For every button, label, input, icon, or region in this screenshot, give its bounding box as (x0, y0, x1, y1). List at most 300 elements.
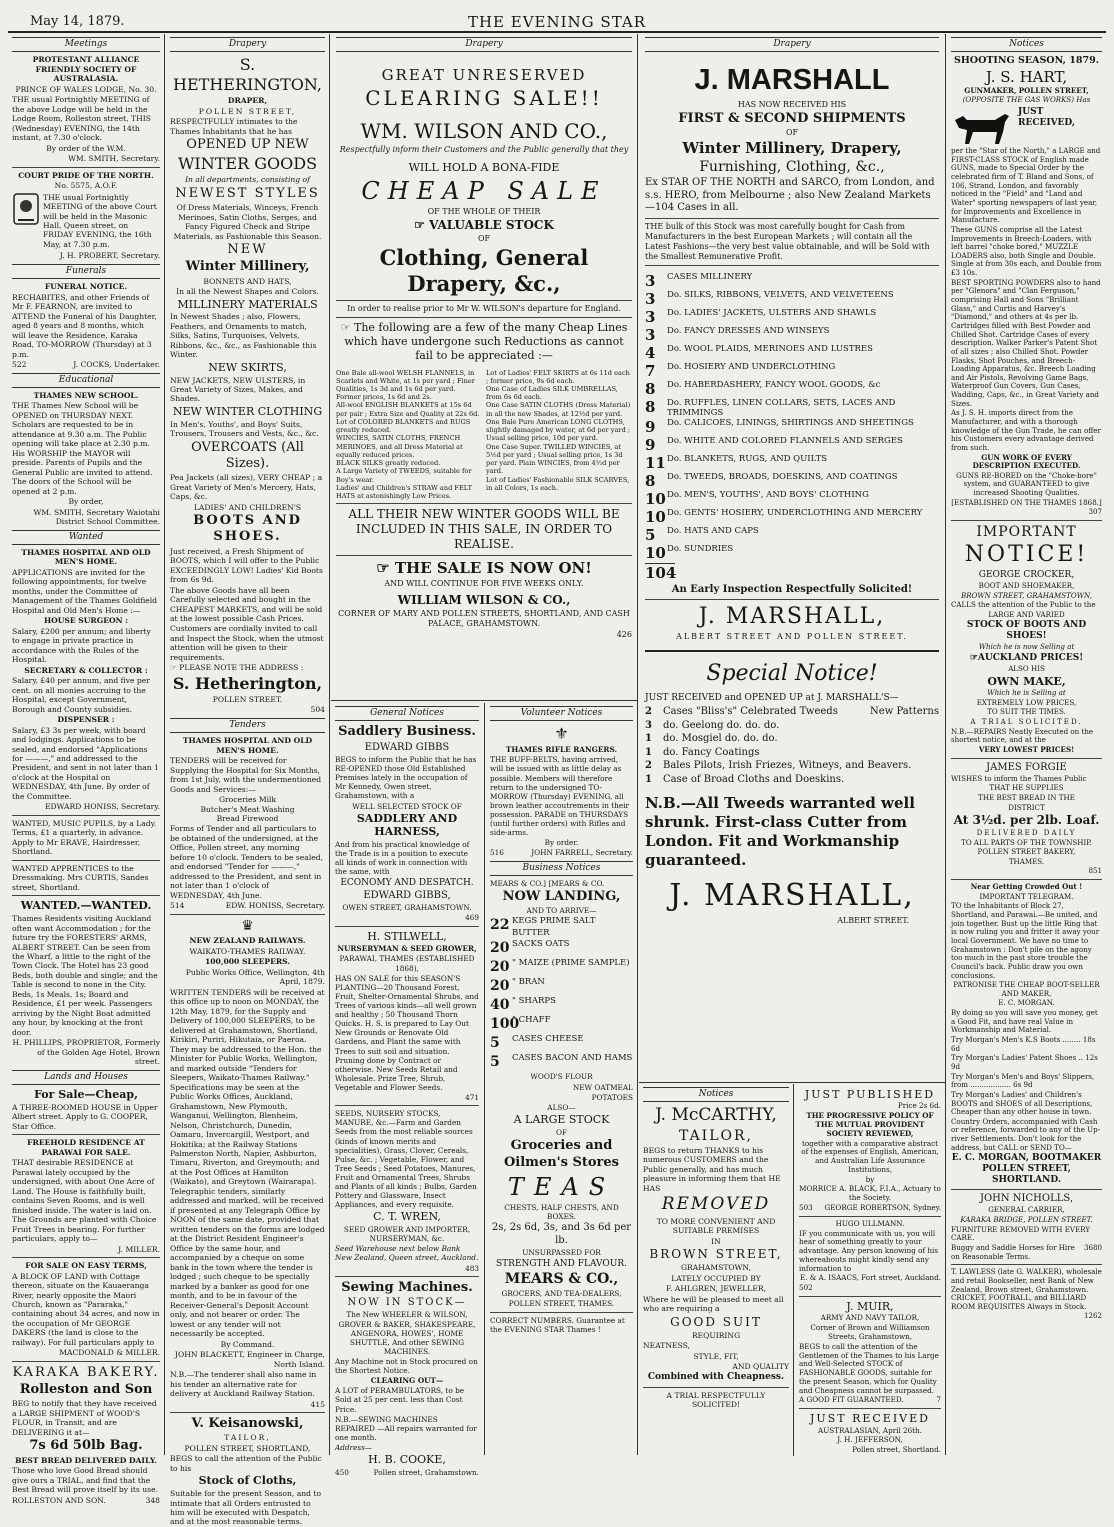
divider (331, 700, 637, 701)
wilson-advert (331, 34, 637, 754)
divider (645, 218, 939, 219)
royal-arms-icon: ⚜ (554, 724, 569, 744)
ad-headline: REMOVED (661, 1194, 771, 1215)
notice-body: N.B.—The tenderer shall also name in his tender an alternative rate for delivery at Auckland Railway Station. (170, 1370, 317, 1399)
ad-line: SADDLERY AND HARNESS, (356, 811, 458, 839)
goods-description: SACKS OATS (512, 939, 570, 950)
notice-title: Rolleston and Son (19, 1382, 153, 1398)
notice-title: THAMES HOSPITAL AND OLD MEN'S HOME. (182, 736, 313, 755)
special-note: New Patterns (870, 706, 939, 718)
tender-items: Groceries Milk Butcher's Meat Washing Bread Firewood (200, 795, 295, 823)
dog-icon (951, 106, 1015, 146)
goods-description: CASES CHEESE (512, 1033, 584, 1044)
divider (639, 1082, 945, 1083)
notice-body: Salary, £3 3s per week, with board and lodgings. Applications to be sealed, and endorsed "Applications for ———," and addressed to the President, and sent in not later than 1 o'clock at the Hospital on WEDNESDAY, 4th June. By order of the Committee. (12, 725, 159, 801)
advertiser-name: EDWARD GIBBS (364, 741, 450, 753)
ad-headline: NOW LANDING, (502, 888, 621, 904)
section-head-drapery: Drapery (170, 37, 325, 52)
case-description: Do. HATS AND CAPS (667, 525, 759, 536)
ad-body: SEEDS, NURSERY STOCKS, MANURE, &c.—Farm and Garden Seeds from the most reliable sources (kinds of known merits and specialities), Grass, Clover, Cereals, Pulse, &c. ; Vegetable, Flower, and Tree Seeds ; Seed Potatoes, Manures, Fruit and Ornamental Trees, Shrubs and Plants of all kinds ; Bulbs, Garden Pottery and Glassware, Insect Appliances, and every requisite. (335, 1109, 477, 1210)
ad-line: OPENED UP NEW (186, 137, 309, 153)
notice-order: By order, (68, 497, 104, 507)
case-count: 9 (645, 417, 656, 436)
notice-signature: MACDONALD & MILLER. (59, 1348, 160, 1358)
pointing-hand-icon: ☞ (969, 653, 978, 664)
goods-quantity: 40 (490, 996, 510, 1013)
ad-number: 504 (310, 705, 325, 715)
goods-quantity: 5 (490, 1053, 500, 1070)
goods-description: " SHARPS (512, 995, 556, 1006)
notice-body: AUSTRALASIAN, April 26th. (818, 1425, 922, 1435)
notice-subtitle: No. 5575, A.O.F. (54, 181, 118, 191)
ad-line: HAS NOW RECEIVED HIS (737, 99, 847, 109)
ad-line: STYLE, FIT, (693, 1351, 739, 1361)
ad-body: Of Dress Materials, Winceys, French Merinoes, Satin Cloths, Serges, and Fancy Figured Check and Stripe Materials, as Fashionable this Season. (173, 203, 322, 241)
notice-signature: EDW. HONISS, Secretary. (225, 901, 325, 911)
ad-line: NEATNESS, (643, 1341, 690, 1351)
ad-body: CALLS the attention of the Public to the (951, 600, 1096, 610)
price-line: Try Morgan's Men's K.S Boots ........ 18s 6d (951, 1035, 1096, 1053)
advertiser-name: GEORGE CROCKER, (978, 569, 1075, 580)
ad-line-text: VALUABLE STOCK (429, 217, 554, 232)
notice-order: By order. (544, 838, 579, 848)
ad-number: 851 (1088, 866, 1102, 876)
ad-line: LADIES' AND CHILDREN'S (193, 502, 302, 512)
ad-body: T. LAWLESS (late G. WALKER), wholesale and retail Bookseller, next Bank of New Zealand, Brown street, Grahamstown. CRICKET, FOOTBALL, and BILLIARD ROOM REQUISITES Always in Stock. (951, 1267, 1102, 1311)
advertiser-trade: TAILOR, (679, 1127, 753, 1144)
price-list (336, 369, 632, 501)
ad-line: STOCK OF BOOTS AND SHOES! (966, 620, 1087, 642)
address-label: PLEASE NOTE THE ADDRESS : (179, 663, 304, 673)
advertiser-trade: GUNMAKER, POLLEN STREET, (964, 85, 1089, 95)
ad-footer (335, 1468, 479, 1477)
ad-number: 469 (465, 913, 479, 923)
special-row (645, 732, 939, 746)
notice-signature: J. COCKS, Undertaker. (73, 360, 160, 370)
ad-number: 307 (1088, 507, 1102, 517)
column-divider (945, 34, 946, 1455)
divider (170, 914, 325, 915)
divider (335, 1276, 479, 1277)
price-line: Try Morgan's Men's and Boys' Slippers, from .................. 6s 9d (951, 1071, 1095, 1090)
notice-signature: JOHN FARRELL, Secretary. (531, 848, 633, 858)
ad-line (951, 653, 1102, 664)
special-description: do. Fancy Coatings (663, 746, 760, 758)
ad-number: 3680 (1083, 1243, 1102, 1252)
ad-body: A LOT of PERAMBULATORS, to be Sold at 25 per cent. less than Cost Price. (335, 1386, 465, 1414)
case-count: 3 (645, 271, 656, 290)
special-description: Bales Pilots, Irish Friezes, Witneys, and Beavers. (663, 760, 912, 772)
special-count: 1 (645, 746, 652, 758)
ad-body: BEGS to return THANKS to his numerous CUSTOMERS and the Public generally, and has much pleasure in informing them that HE HAS (643, 1146, 781, 1193)
divider (645, 265, 939, 266)
ad-number: 1262 (1083, 1311, 1102, 1321)
ad-line: Winter Millinery, (185, 259, 310, 275)
advertiser-name: Saddlery Business. (338, 724, 476, 740)
ad-line: OF (785, 127, 799, 137)
ad-line: AND WILL CONTINUE FOR FIVE WEEKS ONLY. (384, 579, 584, 588)
divider (951, 879, 1102, 880)
notice-body: IF you communicate with us, you will hear of something greatly to your advantage. Any person knowing of his whereabouts might kindly send any information to (799, 1228, 939, 1273)
ad-line: Combined with Cheapness. (647, 1372, 785, 1383)
notice-order: By order of the W.M. (46, 143, 126, 153)
divider (170, 1412, 325, 1413)
ad-line: NEW SKIRTS, (208, 360, 287, 374)
advertiser-name: S. HETHERINGTON, (173, 55, 322, 95)
ad-body: Buggy and Saddle Horses for Hire on Reasonable Terms. (951, 1243, 1075, 1261)
notice-body: together with a comparative abstract of the expenses of English, American, and Australian Life Assurance Institutions, (801, 1138, 939, 1174)
advertiser-street: ALBERT STREET. (837, 915, 909, 925)
ad-headline: Clothing, General Drapery, &c., (379, 244, 589, 296)
notice-signature: E. & A. ISAACS, Fort street, Auckland. (800, 1273, 941, 1283)
ad-line: THE BEST BREAD IN THE (978, 793, 1075, 803)
ad-line: [ESTABLISHED ON THE THAMES 1868.] (951, 497, 1102, 507)
special-row (645, 773, 939, 787)
special-row (645, 746, 939, 760)
ad-line: FIRST & SECOND SHIPMENTS (678, 110, 906, 126)
ad-line: WINTER GOODS (177, 154, 318, 174)
ad-headline: NOTICE! (964, 542, 1089, 568)
ad-line: TO SUIT THE TIMES. (987, 707, 1066, 717)
goods-description: KEGS PRIME SALT BUTTER (512, 916, 596, 938)
advertiser-trade: BOOT AND SHOEMAKER, (978, 580, 1075, 590)
ad-number: 514 (170, 901, 185, 911)
pointing-hand-icon: ☞ (340, 321, 354, 335)
divider (951, 1264, 1102, 1265)
ad-line: THAT HE SUPPLIES (989, 783, 1064, 793)
ad-line: POLLEN STREET BAKERY, (977, 847, 1076, 857)
section-head-meetings: Meetings (12, 37, 160, 52)
court-notice (12, 192, 160, 251)
ad-line: In all departments, consisting of (185, 175, 310, 185)
volunteer-business-column (486, 703, 637, 1455)
ad-line: VERY LOWEST PRICES! (978, 744, 1075, 754)
notice-title: FUNERAL NOTICE. (44, 282, 128, 292)
advertiser-trade: NURSERYMAN & SEED GROWER, (337, 944, 477, 954)
case-description: Do. SUNDRIES (667, 543, 734, 554)
ad-body: Suitable for the present Season, and to intimate that all Orders entrusted to him will be executed with Despatch, and at the most reasonable terms. (170, 1489, 322, 1527)
ad-number: 471 (465, 1093, 479, 1103)
special-row (645, 759, 939, 773)
advertiser-street: Corner of Brown and Williamson Streets, Grahamstown, (810, 1323, 930, 1341)
ad-line: F. AHLGREN, JEWELLER, (665, 1284, 767, 1294)
case-description: Do. RUFFLES, LINEN COLLARS, SETS, LACES AND TRIMMINGS (667, 397, 896, 418)
case-description: Do. MEN'S, YOUTHS', AND BOYS' CLOTHING (667, 489, 869, 500)
ad-number: 348 (145, 1495, 160, 1505)
notice-signature: JOHN BLACKETT, Engineer in Charge, North Island. (174, 1350, 325, 1369)
advertiser-name: V. Keisanowski, (191, 1416, 304, 1432)
notice-body: WRITTEN TENDERS will be received at this office up to noon on MONDAY, the 12th May, 1879, for the Supply and Delivery of 100,000 SLEEPERS, to be delivered at Grahamstown, Shortland, Kirikiri, Puriri, Hikutaia, or Paeroa. They may be addressed to the Hon. the Minister for Public Works, Wellington, and marked outside "Tenders for Sleepers, Waikato-Thames Railway." Specifications may be seen at the Public Works Offices, Auckland, Grahamstown, New Plymouth, Wanganui, Wellington, Blenheim, Nelson, Christchurch, Dunedin, Oamaru, Invercargill, Westport, and Hokitika; at the Railway Stations Palmerston North, Napier, Ashburton, Timaru, Riverton, and Greymouth; and at the Post Offices at Hamilton (Waikato), and Greytown (Wairarapa). Telegraphic tenders, similarly addressed and marked, will be received if presented at any Telegraph Office by NOON of the same date, provided that written tenders on the forms are lodged at the District Resident Engineer's Office by the same hour, and accompanied by a cheque on some bank in the town where the tender is lodged ; such cheque to be specially marked by a banker as good for one month, and to be in favour of the Receiver-General's Deposit Account only, and not bearer or order. The lowest or any tender will not necessarily be accepted. (170, 987, 325, 1339)
case-count: 10 (645, 507, 666, 526)
notice-body: TENDERS will be received for Supplying the Hospital for Six Months, from 1st July, with the undermentioned Goods and Services:— (170, 756, 322, 794)
goods-description: " BRAN (512, 977, 545, 987)
advertiser-name: E. C. MORGAN, BOOTMAKER POLLEN STREET, SHORTLAND. (951, 1153, 1102, 1186)
case-description: CASES MILLINERY (667, 271, 753, 282)
goods-description: CASES BACON AND HAMS (512, 1052, 633, 1063)
divider (645, 599, 939, 600)
special-row (645, 719, 939, 733)
notice-signature: EDWARD HONISS, Secretary. (44, 802, 160, 812)
hart-just (1018, 106, 1102, 130)
notice-price: Price 2s 6d. (897, 1101, 941, 1111)
notices-column-4b (795, 1084, 945, 1456)
goods-quantity: 20 (490, 978, 510, 994)
ad-line: ECONOMY AND DESPATCH. (340, 877, 474, 888)
advertiser-street: PARAWAI, THAMES (ESTABLISHED 1868), (339, 954, 475, 973)
ad-headline: TEAS (507, 1173, 616, 1202)
ad-line: WILL HOLD A BONA-FIDE (408, 161, 560, 174)
notice-title: NEW ZEALAND RAILWAYS. (189, 936, 306, 946)
price-line: Try Morgan's Ladies' Patent Shoes .. 12s 9d (951, 1053, 1098, 1071)
cases-total: 104 (645, 563, 677, 582)
notice-subhead: THE PROGRESSIVE POLICY OF THE MUTUAL PROVIDENT SOCIETY REVIEWED, (806, 1111, 934, 1138)
notice-subhead: SECRETARY & COLLECTOR : (24, 665, 148, 675)
ad-line-text: The following are a few of the many Cheap Lines which have undergone such Reductions as cannot fail to be appreciated :— (344, 321, 628, 362)
notice-body: WANTED APPRENTICES to the Dressmaking. Mrs CURTIS, Sandes street, Shortland. (12, 863, 149, 892)
ad-line: Address— (335, 1442, 373, 1452)
column-divider (164, 34, 165, 1455)
ad-body: BEST SPORTING POWDERS also to hand per "Glenora" and "Clan Ferguson," comprising Hall and Sons "Brilliant Glass," and Curtis and Harvey's "Diamond," and others at 4s per lb. Cartridges filled with Best Powder and Chilled Shot. Cartridge Cases of every description. Walker Parker's Patent Shot of all sizes ; also Chilled Shot. Powder Flasks, Shot Pouches, and Breech-Loading Apparatus, &c. Breech Loading and Air Pistols, Revolving Game Bags, Waterproof Gun Covers, Gun Cases, Wadding, Caps, &c., in Great Variety and Sizes. (951, 277, 1101, 408)
goods-description: " CHAFF (512, 1014, 551, 1025)
special-description: Cases "Bliss's" Celebrated Tweeds (663, 706, 838, 718)
ad-line: DELIVERED DAILY (976, 827, 1077, 837)
notice-title: PROTESTANT ALLIANCE FRIENDLY SOCIETY OF AUSTRALASIA. (32, 55, 140, 84)
advertiser-name: JAMES FORGIE (986, 761, 1067, 773)
goods-quantity: 22 (490, 917, 510, 934)
section-head-wanted: Wanted (12, 530, 160, 545)
advertiser-trade: TAILOR, (224, 1433, 271, 1443)
ad-number: 426 (616, 630, 632, 639)
special-count: 2 (645, 760, 652, 772)
case-count: 5 (645, 525, 656, 544)
newspaper-title: THE EVENING STAR (467, 13, 647, 31)
ad-line: STRENGTH AND FLAVOUR. (496, 1258, 627, 1269)
ad-line: UNSURPASSED FOR (522, 1248, 601, 1258)
divider (12, 1257, 160, 1258)
advertiser-street: BROWN STREET, GRAHAMSTOWN, (960, 590, 1093, 600)
advertiser-name: S. Hetherington, (172, 673, 323, 693)
ad-body: N.B.—REPAIRS Neatly Executed on the shortest notice, and at the (951, 726, 1094, 745)
column-1 (8, 34, 164, 1505)
advertiser-name: J. MARSHALL, (669, 878, 915, 914)
notice-signature: GEORGE ROBERTSON, Sydney. (824, 1203, 941, 1212)
goods-quantity: 20 (490, 940, 510, 957)
ad-footer (799, 1396, 941, 1405)
section-head-notices: Notices (643, 1087, 789, 1102)
ad-line: DISTRICT (1008, 802, 1045, 812)
notice-body: Thames Residents visiting Auckland often want Accommodation ; for the future try the FORESTERS' ARMS, ALBERT STREET. Can be seen from the Wharf, a little to the right of the Town Clock. The Hotel has 23 good Beds, both double and single; and the Table is second to none in the City. Beds, 1s Meals, 1s; Board and Residence, £1 per week. Passengers arriving by the Night Boat admitted any hour, by knocking at the front door. (12, 914, 158, 1037)
case-count: 11 (645, 453, 666, 472)
ad-number: 7 (936, 1395, 941, 1405)
case-description: Do. HOSIERY AND UNDERCLOTHING (667, 361, 836, 372)
notice-footer (12, 1496, 160, 1505)
divider (951, 520, 1102, 521)
section-head-notices: Notices (951, 37, 1102, 52)
divider (12, 895, 160, 896)
ad-line: GREAT UNRESERVED (381, 66, 587, 85)
divider (12, 1134, 160, 1135)
notice-body: by (865, 1174, 875, 1184)
case-count: 8 (645, 471, 656, 490)
column-divider (637, 34, 638, 1455)
bread-price: At 3½d. per 2lb. Loaf. (953, 813, 1100, 828)
ad-line: MEARS & CO.] [MEARS & CO. (490, 878, 605, 888)
bread-price: 7s 6d 50lb Bag. (29, 1438, 143, 1454)
case-count: 10 (645, 543, 666, 562)
advertiser-name: J. McCARTHY, (655, 1105, 777, 1126)
ad-number: 522 (12, 360, 27, 370)
advertiser-name: JOHN NICHOLLS, (979, 1193, 1074, 1205)
divider (645, 650, 939, 652)
pointing-hand-icon: ☞ (414, 217, 430, 232)
divider (336, 555, 632, 556)
ad-line: BONNETS AND HATS, (203, 276, 292, 286)
ad-headline: CLEARING SALE!! (365, 86, 603, 110)
special-count: 3 (645, 719, 652, 731)
advertiser-name: Sewing Machines. (341, 1279, 473, 1295)
ad-line: NEW WINTER CLOTHING (172, 404, 323, 418)
advertiser-name: WILLIAM WILSON & CO., (397, 593, 571, 607)
ad-line: Which he is now Selling at (978, 642, 1075, 652)
ad-line: OVERCOATS (All Sizes). (191, 439, 304, 471)
special-description: Case of Broad Cloths and Doeskins. (663, 773, 845, 785)
ad-body: RESPECTFULLY intimates to the Thames Inhabitants that he has (170, 117, 298, 136)
ad-body: per the "Star of the North," a LARGE and FIRST-CLASS STOCK of English made GUNS, made to Special Order by the celebrated firm of T. Bland and Sons, of 106, Strand, London, and favorably noticed in the "Field" and "Land and Water" sporting newspapers of last year, for Improvements and Excellence in Manufacture. (951, 146, 1101, 225)
divider (12, 860, 160, 861)
section-head-funerals: Funerals (12, 264, 160, 279)
ad-body: In Newest Shades ; also, Flowers, Feathers, and Ornaments to match, Silks, Satins, Turquoises, Velvets, Ribbons, &c., &c., as Fashionable this Winter. (170, 312, 317, 360)
ad-line: OF (555, 1127, 568, 1137)
advertiser-name: E. C. MORGAN. (998, 998, 1055, 1008)
case-description: Do. BLANKETS, RUGS, AND QUILTS (667, 453, 828, 464)
case-description: Do. HABERDASHERY, FANCY WOOL GOODS, &c (667, 379, 881, 390)
ad-headline: IMPORTANT (976, 524, 1077, 541)
ad-line: TO ALL PARTS OF THE TOWNSHIP. (961, 837, 1092, 847)
mccarthy-advert (639, 1084, 793, 1456)
ad-line: AND TO ARRIVE— (526, 906, 597, 916)
divider (799, 1296, 941, 1297)
advertiser-trade: ARMY AND NAVY TAILOR, (820, 1313, 920, 1323)
section-head-tenders: Tenders (170, 718, 325, 733)
ad-body: Ex STAR OF THE NORTH and SARCO, from London, and s.s. HERO, from Melbourne ; also New Zealand Markets—104 Cases in all. (645, 177, 935, 213)
section-head-drapery: Drapery (336, 37, 632, 52)
ad-body: Pea Jackets (all sizes), VERY CHEAP ; a Great Variety of Men's Mercery, Hats, Caps, &c. (170, 473, 323, 502)
ad-line: AND QUALITY (732, 1362, 789, 1371)
masthead-rule (8, 31, 1106, 33)
ad-line (170, 663, 325, 672)
notice-signature: H. PHILLIPS, PROPRIETOR, Formerly of the Golden Age Hotel, Brown street. (12, 1038, 160, 1067)
case-description: Do. GENTS' HOSIERY, UNDERCLOTHING AND MERCERY (667, 507, 923, 518)
divider (643, 1387, 789, 1388)
case-count: 9 (645, 435, 656, 454)
notice-body: BEG to notify that they have received a LARGE SHIPMENT of WOOD'S FLOUR, in Transit, and are DELIVERING it at— (12, 1399, 157, 1437)
ad-headline: Furnishing, Clothing, &c., (699, 158, 885, 175)
divider (12, 815, 160, 816)
column-divider (329, 34, 330, 1455)
notice-title: FREEHOLD RESIDENCE AT PARAWAI FOR SALE. (27, 1138, 145, 1157)
notice-subhead: DISPENSER : (57, 715, 115, 725)
notice-title: THAMES HOSPITAL AND OLD MEN'S HOME. (21, 547, 151, 567)
ad-body: BEGS to inform the Public that he has RE-OPENED those Old Established Premises lately in the occupation of Mr Kennedy, Owen street, Grahamstown, with a (335, 755, 477, 801)
advertiser-street: KARAKA BRIDGE, POLLEN STREET. (960, 1215, 1093, 1225)
notice-body: A BLOCK OF LAND with Cottage thereon, situate on the Kauaeranga River, nearly opposite the Maori Church, known as "Pararaka," containing about 34 acres, and now in the occupation of Mr GEORGE DAKERS (the land is close to the railway). For full particulars apply to (12, 1271, 160, 1347)
ad-line (336, 218, 632, 233)
notice-body: THAT desirable RESIDENCE at Parawai lately occupied by the undersigned, with about One Acre of Land. The House is faithfully built, contains Seven Rooms, and is well finished inside. The water is laid on. The Grounds are planted with Choice Fruit Trees in bearing. For further particulars, apply to— (12, 1158, 157, 1244)
divider (799, 1408, 941, 1409)
ad-body: HAS ON SALE for this SEASON'S PLANTING—20 Thousand Forest, Fruit, Shelter-Ornamental Shrubs, and Trees of various kinds—all well grown and healthy ; 50 Thousand Thorn Quicks. H. S. is prepared to Lay Out New Grounds or Renovate Old Gardens, and Plant the same with Trees to suit soil and situation. Pruning done by Contract or otherwise. New Seeds Retail and Wholesale. Prize Tree, Shrub, Vegetable and Flower Seeds. (335, 973, 479, 1092)
notice-body: RECHABITES, and other Friends of Mr F. FEARNON, are invited to ATTEND the Funeral of his Daughter, aged 8 years and 8 months, which will leave the Residence, Karaka Road, TO-MORROW (Thursday) at 3 p.m. (12, 292, 157, 359)
ad-line: GRAHAMSTOWN, (680, 1263, 752, 1273)
notice-subtitle: PRINCE OF WALES LODGE, No. 30. (15, 84, 157, 94)
notice-title: Near Getting Crowded Out ! (970, 882, 1083, 892)
notice-body: A THREE-ROOMED HOUSE in Upper Albert street. Apply to G. COOPER, Star Office. (12, 1102, 158, 1131)
ad-line: An Early Inspection Respectfully Solicited! (671, 583, 913, 595)
ad-headline: CHEAP SALE (361, 176, 607, 205)
ad-body: These GUNS comprise all the Latest Improvements in Breech-Loaders, with left barrel "choke bored," MUZZLE LOADERS also, both Single and Double. Single at from 30s each, and Double from £3 10s. (951, 224, 1102, 278)
ad-body: GUNS RE-BORED on the "Choke-bore" system, and GUARANTEED to give increased Shooting Qualities. (956, 470, 1097, 498)
notice-body: Those who love Good Bread should give ours a TRIAL, and find that the Best Bread will prove itself by its use. (12, 1466, 158, 1495)
section-head-lands: Lands and Houses (12, 1070, 160, 1085)
ad-line: NEW (227, 242, 268, 258)
ad-number: 516 (490, 848, 504, 858)
ad-line: A GOOD FIT GUARANTEED. (799, 1395, 904, 1405)
ad-line: A TRIAL SOLICITED. (970, 716, 1083, 726)
advertiser-trade: GENERAL CARRIER, (988, 1205, 1065, 1215)
ad-body: Any Machine not in Stock procured on the Shortest Notice. (335, 1356, 478, 1376)
ad-line: WOOD'S FLOUR (530, 1072, 593, 1082)
ad-footer (951, 1244, 1102, 1261)
advertiser-trade: SEED GROWER AND IMPORTER, NURSERYMAN, &c. (343, 1225, 471, 1244)
ad-line: EXTREMELY LOW PRICES, (976, 697, 1077, 707)
ad-body: N.B.—All Tweeds warranted well shrunk. First-class Cutter from London. Fit and Workmanship guaranteed. (645, 794, 915, 869)
notice-title: THAMES NEW SCHOOL. (33, 390, 139, 400)
ad-line: POTATOES (591, 1092, 633, 1102)
section-head-volunteer: Volunteer Notices (490, 706, 633, 721)
advertiser-name: C. T. WREN, (373, 1210, 441, 1224)
special-description: do. Mosgiel do. do. do. (663, 733, 778, 745)
notice-title: HUGO ULLMANN. (835, 1218, 905, 1228)
ad-body: NEW JACKETS, NEW ULSTERS, in Great Variety of Sizes, Makes, and Shades. (170, 375, 306, 404)
case-description: Do. WHITE AND COLORED FLANNELS AND SERGES (667, 435, 903, 446)
case-description: Do. LADIES' JACKETS, ULSTERS AND SHAWLS (667, 307, 877, 318)
ad-line: GUN WORK OF EVERY DESCRIPTION EXECUTED. (972, 452, 1081, 471)
divider (336, 300, 632, 301)
case-description: Do. SILKS, RIBBONS, VELVETS, AND VELVETEENS (667, 289, 894, 300)
notice-subhead: IMPORTANT TELEGRAM. (979, 891, 1074, 901)
section-head-educational: Educational (12, 373, 160, 388)
ad-body: BEGS to call the attention of the Public to his (170, 1454, 322, 1473)
ad-line: LATELY OCCUPIED BY (671, 1273, 761, 1283)
masthead (0, 0, 1114, 30)
advertiser-street: POLLEN STREET, SHORTLAND, (184, 1443, 311, 1453)
ad-body: WISHES to inform the Thames Public (951, 773, 1087, 783)
advertiser-name: WM. WILSON AND CO., (360, 119, 608, 143)
ad-line: In all the Newest Shapes and Colors. (176, 287, 319, 297)
issue-date: May 14, 1879. (30, 14, 125, 29)
ad-line: ALL THEIR NEW WINTER GOODS WILL BE INCLUDED IN THIS SALE, IN ORDER TO REALISE. (348, 507, 620, 552)
ad-line: REQUIRING (691, 1330, 741, 1340)
crown-icon: ♛ (241, 917, 254, 934)
ad-line: NOW IN STOCK— (347, 1296, 467, 1308)
notice-signature: ROLLESTON AND SON. (12, 1495, 106, 1505)
notice-footer (170, 901, 325, 910)
section-head-drapery: Drapery (645, 37, 939, 52)
general-notices-column (331, 703, 483, 1477)
case-count: 10 (645, 489, 666, 508)
divider (951, 758, 1102, 759)
advertiser-name: MEARS & CO., (504, 1270, 619, 1287)
ad-body: CORRECT NUMBERS. Guarantee at the EVENING STAR Thames ! (490, 1315, 625, 1334)
